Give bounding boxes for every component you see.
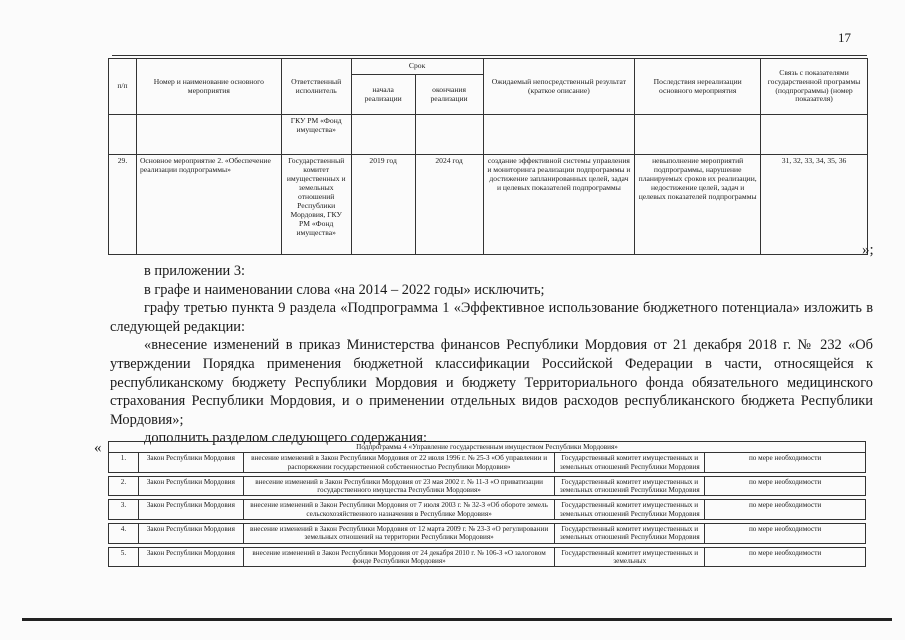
- header-responsible: Ответственный исполнитель: [281, 59, 351, 115]
- cell-responsible: Государственный комитет имущественных и земельных отношений Республики Мордовия, ГКУ РМ «Фонд имущества»: [281, 155, 351, 255]
- cell-term: по мере необходимости: [705, 500, 866, 520]
- cell-term: по мере необходимости: [705, 523, 866, 543]
- header-end: окончания реализации: [415, 75, 483, 115]
- subprogram-title-row: [109, 442, 866, 453]
- cell-term: по мере необходимости: [705, 476, 866, 496]
- cell-type: Закон Республики Мордовия: [138, 500, 243, 520]
- subprogram-table: [108, 441, 866, 567]
- header-result: Ожидаемый непосредственный результат (краткое описание): [483, 59, 635, 115]
- table-row: [109, 453, 866, 473]
- opening-quote: «: [94, 440, 102, 456]
- cell-term: по мере необходимости: [705, 547, 866, 567]
- table-header-row: [109, 59, 868, 75]
- cell-end: 2024 год: [415, 155, 483, 255]
- cell-org: Государственный комитет имущественных и земельных отношений Республики Мордовия: [555, 453, 705, 473]
- cell-desc: внесение изменений в Закон Республики Мордовия от 22 июля 1996 г. № 25-З «Об управлении и распоряжении государственной собственностью Республики Мордовия»: [243, 453, 555, 473]
- cell-desc: внесение изменений в Закон Республики Мордовия от 24 декабря 2010 г. № 106-З «О залоговом фонде Республики Мордовия»: [243, 547, 555, 567]
- header-name: Номер и наименование основного мероприятия: [136, 59, 281, 115]
- cell-desc: внесение изменений в Закон Республики Мордовия от 7 июля 2003 г. № 32-З «Об обороте земель сельскохозяйственного назначения в Республике Мордовия»: [243, 500, 555, 520]
- header-consequences: Последствия нереализации основного мероприятия: [635, 59, 761, 115]
- cell-term: по мере необходимости: [705, 453, 866, 473]
- cell-org: Государственный комитет имущественных и земельных отношений Республики Мордовия: [555, 500, 705, 520]
- paragraph: в графе и наименовании слова «на 2014 – 2022 годы» исключить;: [144, 281, 545, 298]
- header-term: Срок: [351, 59, 483, 75]
- cell-org: Государственный комитет имущественных и земельных: [555, 547, 705, 567]
- table-row: [109, 547, 866, 567]
- cell-responsible: ГКУ РМ «Фонд имущества»: [281, 115, 351, 155]
- cell-type: Закон Республики Мордовия: [138, 547, 243, 567]
- header-link: Связь с показателями государственной программы (подпрограммы) (номер показателя): [761, 59, 868, 115]
- table-top-edge: [112, 55, 867, 56]
- header-n: п/п: [109, 59, 137, 115]
- cell-org: Государственный комитет имущественных и земельных отношений Республики Мордовия: [555, 476, 705, 496]
- cell-n: 29.: [109, 155, 137, 255]
- table-row: [109, 523, 866, 543]
- paragraph: дополнить разделом следующего содержания:: [144, 430, 428, 447]
- cell-type: Закон Республики Мордовия: [138, 476, 243, 496]
- cell-n: 4.: [109, 523, 139, 543]
- cell-name: Основное мероприятие 2. «Обеспечение реализации подпрограммы»: [136, 155, 281, 255]
- body-text: [110, 262, 873, 448]
- cell-n: 2.: [109, 476, 139, 496]
- subprogram-title: Подпрограмма 4 «Управление государственным имуществом Республики Мордовия»: [109, 442, 866, 453]
- cell-org: Государственный комитет имущественных и земельных отношений Республики Мордовия: [555, 523, 705, 543]
- cell-desc: внесение изменений в Закон Республики Мордовия от 23 мая 2002 г. № 11-З «О приватизации государственного имущества Республики Мордовия»: [243, 476, 555, 496]
- cell-desc: внесение изменений в Закон Республики Мордовия от 12 марта 2009 г. № 23-З «О регулировании земельных отношений на территории Республики Мордовия»: [243, 523, 555, 543]
- scan-bottom-edge: [22, 618, 892, 621]
- measures-table: [108, 58, 868, 255]
- table-row: [109, 155, 868, 255]
- cell-result: создание эффективной системы управления и мониторинга реализации подпрограммы и достижение запланированных целей, задач и целевых показателей подпрограммы: [483, 155, 635, 255]
- cell-consequences: невыполнение мероприятий подпрограммы, нарушение планируемых сроков их реализации, недостижение целей, задач и целевых показателей подпрограммы: [635, 155, 761, 255]
- paragraph: графу третью пункта 9 раздела «Подпрограмма 1 «Эффективное использование бюджетного потенциала» изложить в следующей редакции:: [110, 300, 873, 335]
- cell-link: 31, 32, 33, 34, 35, 36: [761, 155, 868, 255]
- page-number: 17: [838, 30, 851, 45]
- cell-n: 3.: [109, 500, 139, 520]
- paragraph: в приложении 3:: [144, 263, 246, 279]
- header-start: начала реализации: [351, 75, 415, 115]
- closing-quote: »;: [862, 242, 874, 258]
- cell-start: 2019 год: [351, 155, 415, 255]
- table-row: [109, 500, 866, 520]
- cell-n: 1.: [109, 453, 139, 473]
- table-row: [109, 476, 866, 496]
- cell-type: Закон Республики Мордовия: [138, 453, 243, 473]
- table-row: [109, 115, 868, 155]
- paragraph: «внесение изменений в приказ Министерства финансов Республики Мордовия от 21 декабря 2018 г. № 232 «Об утверждении Порядка применения бюджетной классификации Российской Федерации в части, относящейся к республиканскому бюджету Республики Мордовия и бюджету Территориального фонда обязательного медицинского страхования Республики Мордовия, и о применении отдельных видов расходов республиканского бюджета Республики Мордовия»;: [110, 337, 873, 428]
- cell-n: 5.: [109, 547, 139, 567]
- cell-type: Закон Республики Мордовия: [138, 523, 243, 543]
